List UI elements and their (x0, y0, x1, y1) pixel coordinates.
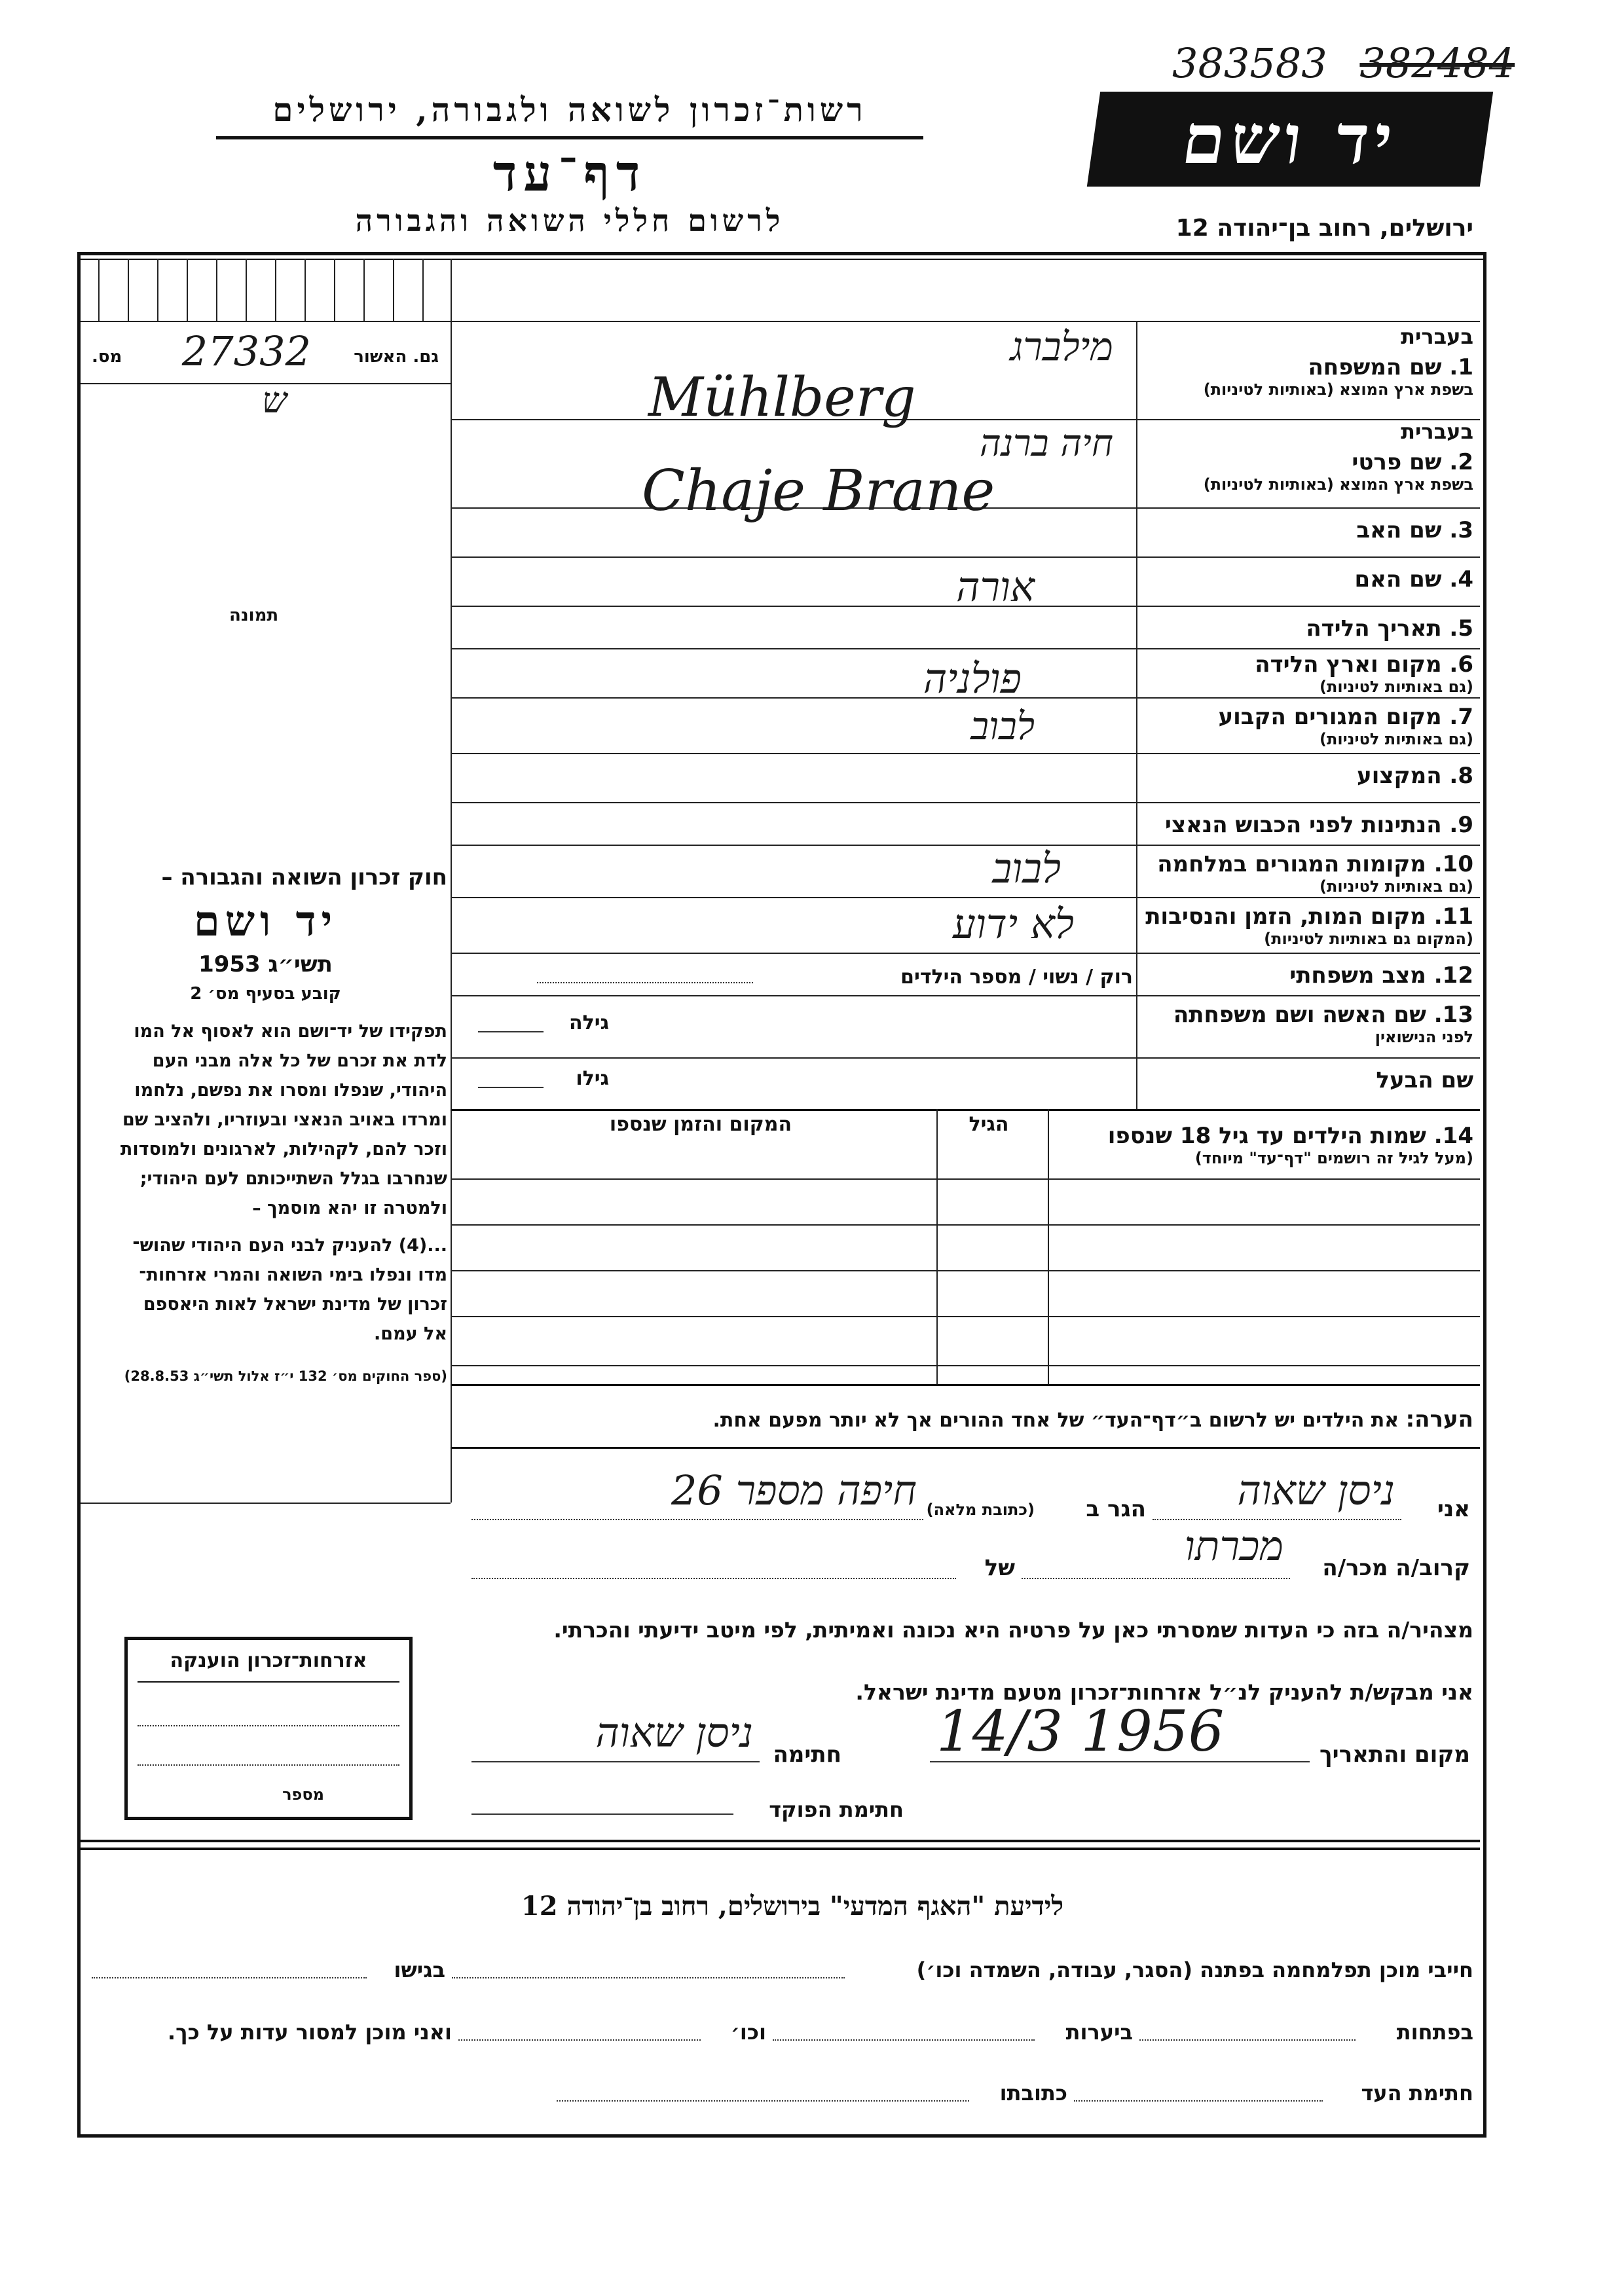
footer-separator (81, 1840, 1480, 1842)
children-row (451, 1365, 1480, 1366)
law-text: לדת את זכרם של כל אלה מבני העם (152, 1051, 447, 1071)
relation-line (1022, 1578, 1290, 1579)
field-6 (1143, 651, 1473, 696)
law-text: אל עמם. (374, 1324, 447, 1344)
approval-value: 27332 (181, 327, 311, 375)
of-line (471, 1578, 956, 1579)
row-line (451, 995, 1480, 996)
stamp-line (138, 1764, 399, 1766)
archive-number-struck: 382484 (1359, 39, 1515, 87)
strip-tick (98, 259, 100, 321)
row-line (451, 897, 1480, 898)
marital-fill-line (537, 982, 753, 983)
field-5 (1143, 615, 1473, 642)
field-13-sub: לפני הנישואין (1375, 1028, 1473, 1046)
footer-line3-label: חתימת העד (1361, 2081, 1473, 2105)
strip-tick (187, 259, 188, 321)
field-13 (1143, 1002, 1473, 1046)
field-8 (1143, 763, 1473, 789)
place-date-line (930, 1761, 1310, 1762)
field-2-number: 2. (1449, 449, 1473, 475)
footer-line2-end: ואני מוכן למסור עדות על כך. (167, 2020, 452, 2045)
strip-tick (334, 259, 335, 321)
form-subtitle: לרשום חללי השואה והגבורה (355, 203, 784, 238)
field-11-label: מקום המות, הזמן והנסיבות (1145, 903, 1426, 930)
field-7 (1143, 704, 1473, 748)
field-12 (1143, 962, 1473, 989)
field-10 (1143, 851, 1473, 896)
field-9-label: הנתינות לפני הכבוש הנאצי (1164, 812, 1442, 838)
law-text: ולמטרה זו יהא מוסמך – (252, 1198, 447, 1218)
declarant-name-label: אני (1437, 1496, 1470, 1522)
strip-tick (128, 259, 129, 321)
surname-latin-value: Mühlberg (648, 367, 916, 429)
declaration-text: מצהיר/ה בזה כי העדות שמסרתי כאן על פרטיה היא נכונה ואמיתית, לפי מיטב ידיעתי והכרתי. (553, 1617, 1473, 1643)
footer-line1-fill (452, 1977, 845, 1978)
field-14 (1061, 1123, 1473, 1167)
field-11 (1143, 903, 1473, 948)
field-8-number: 8. (1449, 763, 1473, 789)
field-14-label: שמות הילדים עד גיל 18 שנספו (1107, 1123, 1426, 1149)
law-text: זכרון של מדינת ישראל לאות היאספם (143, 1294, 447, 1315)
given-hebrew-value: חיה ברנה (980, 422, 1113, 465)
law-title: חוק זכרון השואה והגבורה – (161, 864, 447, 890)
law-text: ומרדו באויב הנאצי ובעוזריו, ולהציב שם (122, 1110, 447, 1130)
approval-mark: ש (262, 380, 287, 421)
footer-line2-mid1: ביערות (1065, 2020, 1133, 2045)
footer-line1-label: חייבי מוכן תפלמחמה בפתנה (הסגר, עבודה, השמדה וכו׳) (916, 1958, 1473, 1982)
strip-tick (246, 259, 247, 321)
birthplace-value: פולניה (923, 655, 1022, 702)
field-2-lang: בעברית (1401, 419, 1473, 444)
strip-tick (422, 259, 424, 321)
yad-vashem-logo (1087, 92, 1493, 187)
field-7-sub: (גם באותיות לטיניות) (1320, 730, 1473, 748)
surname-hebrew-value: מילברג (1010, 324, 1113, 370)
mother-value: אורה (956, 563, 1035, 611)
footer-notice: לידיעת "האגף המדעי" בירושלים, רחוב בן־יהודה 12 (521, 1891, 1064, 1922)
address-line (471, 1519, 923, 1520)
field-2-label: שם פרטי (1352, 449, 1442, 475)
field-6-label: מקום וארץ הלידה (1255, 651, 1442, 678)
note (458, 1406, 1473, 1432)
relation-value: מכרתו (1184, 1522, 1283, 1570)
footer-line2-fill3 (458, 2039, 701, 2041)
note-bottom (451, 1447, 1480, 1449)
approval-box (85, 327, 445, 380)
husband-age-line (478, 1087, 544, 1088)
resident-label: הגר ב (1086, 1496, 1146, 1522)
field-8-label: המקצוע (1357, 763, 1442, 789)
given-latin-value: Chaje Brane (642, 458, 995, 524)
footer-line3-fill2 (557, 2100, 969, 2102)
field-9 (1143, 812, 1473, 838)
field-4-number: 4. (1449, 566, 1473, 592)
children-col-place: המקום והזמן שנספו (609, 1113, 792, 1136)
law-text: שנחרבו בגלל השתייכותם לעם היהודי; (139, 1169, 447, 1189)
field-5-number: 5. (1449, 615, 1473, 642)
children-bottom (451, 1384, 1480, 1386)
row-line (451, 802, 1480, 803)
stamp-title: אזרחות־זכרון הוענקה (138, 1640, 399, 1683)
field-12-number: 12. (1433, 962, 1473, 989)
org-name: רשות־זכרון לשואה ולגבורה, ירושלים (272, 90, 867, 129)
address: ירושלים, רחוב בן־יהודה 12 (1175, 215, 1473, 242)
place-date-label: מקום והתאריך (1320, 1741, 1470, 1768)
children-row (451, 1270, 1480, 1271)
field-husband-label: שם הבעל (1376, 1067, 1473, 1093)
org-underline (216, 136, 923, 139)
field-3 (1143, 517, 1473, 543)
logo-text: יד ושם (1177, 99, 1403, 179)
field-1-number: 1. (1449, 354, 1473, 380)
residence-value: לבוב (970, 704, 1035, 748)
law-source: (ספר החוקים מס׳ 132 י״ז אלול תשי״ג 28.8.53) (124, 1368, 447, 1384)
children-row (451, 1316, 1480, 1317)
field-3-number: 3. (1449, 517, 1473, 543)
law-text: היהודי, שנפלו ומסרו את נפשם, נלחמו (134, 1080, 447, 1101)
form-title: דף־עד (492, 144, 647, 202)
clerk-label: חתימת הפוקד (769, 1797, 904, 1822)
field-14-sub: (מעל לגיל זה רושמים "דף־עד" מיוחד) (1194, 1149, 1473, 1167)
wife-age-label: גילה (569, 1011, 609, 1034)
place-date-value: 14/3 1956 (936, 1699, 1225, 1764)
wartime-residence-value: לבוב (992, 845, 1061, 892)
relation-label: קרוב/ה מכר/ה (1322, 1555, 1470, 1581)
clerk-line (471, 1813, 733, 1815)
law-text: מדו ונפלו בימי השואה והמרי אזרחות־ (139, 1265, 447, 1285)
field-14-number: 14. (1433, 1123, 1473, 1149)
field-9-number: 9. (1449, 812, 1473, 838)
declarant-name-value: ניסן שאוה (1237, 1467, 1395, 1514)
row-line (451, 753, 1480, 754)
field-6-sub: (גם באותיות לטיניות) (1320, 678, 1473, 696)
field-2 (1143, 419, 1473, 504)
name-line (1153, 1519, 1401, 1520)
field-5-label: תאריך הלידה (1306, 615, 1442, 642)
footer-line3-mid: כתובתו (999, 2081, 1067, 2105)
archive-number (1172, 39, 1515, 87)
field-11-sub: (המקום גם באותיות לטיניות) (1264, 930, 1473, 948)
field-6-number: 6. (1449, 651, 1473, 678)
children-col-divider (1048, 1109, 1049, 1384)
law-section: קובע בסעיף מס׳ 2 (190, 984, 341, 1004)
law-text: תפקידו של יד־ושם הוא לאסוף אל המו (134, 1021, 447, 1042)
field-2-sub: בשפת ארץ המוצא (באותיות לטיניות) (1203, 475, 1473, 494)
field-4-label: שם האם (1354, 566, 1442, 592)
footer-line2-label: בפתחות (1396, 2020, 1473, 2045)
field-10-number: 10. (1433, 851, 1473, 877)
children-col-age: הגיל (969, 1113, 1009, 1136)
wife-age-line (478, 1031, 544, 1032)
marital-options: רוק / נשוי / מספר הילדים (900, 966, 1133, 989)
footer-separator (81, 1848, 1480, 1850)
strip-tick (275, 259, 276, 321)
row-line (451, 556, 1480, 558)
stamp-line (138, 1725, 399, 1726)
signature-label: חתימה (773, 1741, 841, 1768)
field-1 (1143, 324, 1473, 422)
footer-line2-fill2 (773, 2039, 1035, 2041)
field-husband (1143, 1067, 1473, 1093)
approval-no-label: מס. (92, 347, 122, 367)
field-7-label: מקום המגורים הקבוע (1218, 704, 1442, 730)
note-text: את הילדים יש לרשום ב״דף־העד״ של אחד ההורים אך לא יותר מפעם אחת. (712, 1409, 1399, 1432)
of-label: של (984, 1555, 1015, 1581)
row-line (451, 953, 1480, 954)
row-line (451, 1109, 1480, 1111)
field-13-label: שם האשה ושם משפחתה (1173, 1002, 1426, 1028)
archive-number-current: 383583 (1172, 39, 1327, 87)
children-row (451, 1178, 1480, 1180)
footer-line1-end-fill (92, 1977, 367, 1978)
strip-tick (157, 259, 158, 321)
strip-tick (304, 259, 306, 321)
labels-column-border (1136, 321, 1137, 1109)
footer-line2-mid2: וכו׳ (730, 2020, 766, 2045)
children-col-divider (936, 1109, 938, 1384)
field-7-number: 7. (1449, 704, 1473, 730)
law-text: ...(4) להעניק לבני העם היהודי שהוש־ (132, 1235, 447, 1256)
field-4 (1143, 566, 1473, 592)
citizenship-stamp (124, 1637, 413, 1820)
field-1-lang: בעברית (1401, 324, 1473, 349)
law-text: וזכר להם, לקהילות, לארגונים ולמוסדות (120, 1139, 447, 1159)
law-name: יד ושם (193, 897, 338, 946)
note-label: הערה: (1405, 1406, 1473, 1432)
top-strip-bottom (81, 321, 1480, 322)
field-12-label: מצב משפחתי (1289, 962, 1426, 989)
declarant-address-value: חיפה מספר 26 (671, 1467, 917, 1514)
field-10-sub: (גם באותיות לטיניות) (1320, 877, 1473, 896)
resident-sub: (כתובת מלאה) (926, 1501, 1035, 1519)
husband-age-label: גילו (576, 1067, 609, 1090)
photo-label: תמונה (229, 606, 279, 625)
left-column-bottom (81, 1503, 451, 1504)
row-line (451, 648, 1480, 649)
signature-value: ניסן שאוה (595, 1709, 753, 1757)
field-1-label: שם המשפחה (1308, 354, 1442, 380)
children-row (451, 1224, 1480, 1226)
footer-line1-end: בגישו (394, 1958, 445, 1982)
law-year: תשי״ג 1953 (198, 951, 333, 977)
strip-tick (363, 259, 365, 321)
row-line (451, 419, 1480, 420)
law-block (84, 864, 447, 1384)
field-10-label: מקומות המגורים במלחמה (1157, 851, 1426, 877)
footer-line3-fill (1074, 2100, 1323, 2102)
footer-line2-fill (1139, 2039, 1356, 2041)
approval-label: גם. האשור (354, 347, 439, 367)
stamp-number-label: מספר (282, 1785, 324, 1804)
field-3-label: שם האב (1356, 517, 1442, 543)
strip-tick (216, 259, 217, 321)
field-1-sub: בשפת ארץ המוצא (באותיות לטיניות) (1203, 380, 1473, 399)
frame-inner-top (77, 259, 1485, 260)
field-11-number: 11. (1433, 903, 1473, 930)
strip-tick (393, 259, 394, 321)
signature-line (471, 1761, 760, 1762)
request-text: אני מבקש/ת להעניק לנ״ל אזרחות־זכרון מטעם מדינת ישראל. (855, 1679, 1473, 1705)
field-13-number: 13. (1433, 1002, 1473, 1028)
row-line (451, 1057, 1480, 1059)
death-place-value: לא ידוע (952, 900, 1074, 948)
